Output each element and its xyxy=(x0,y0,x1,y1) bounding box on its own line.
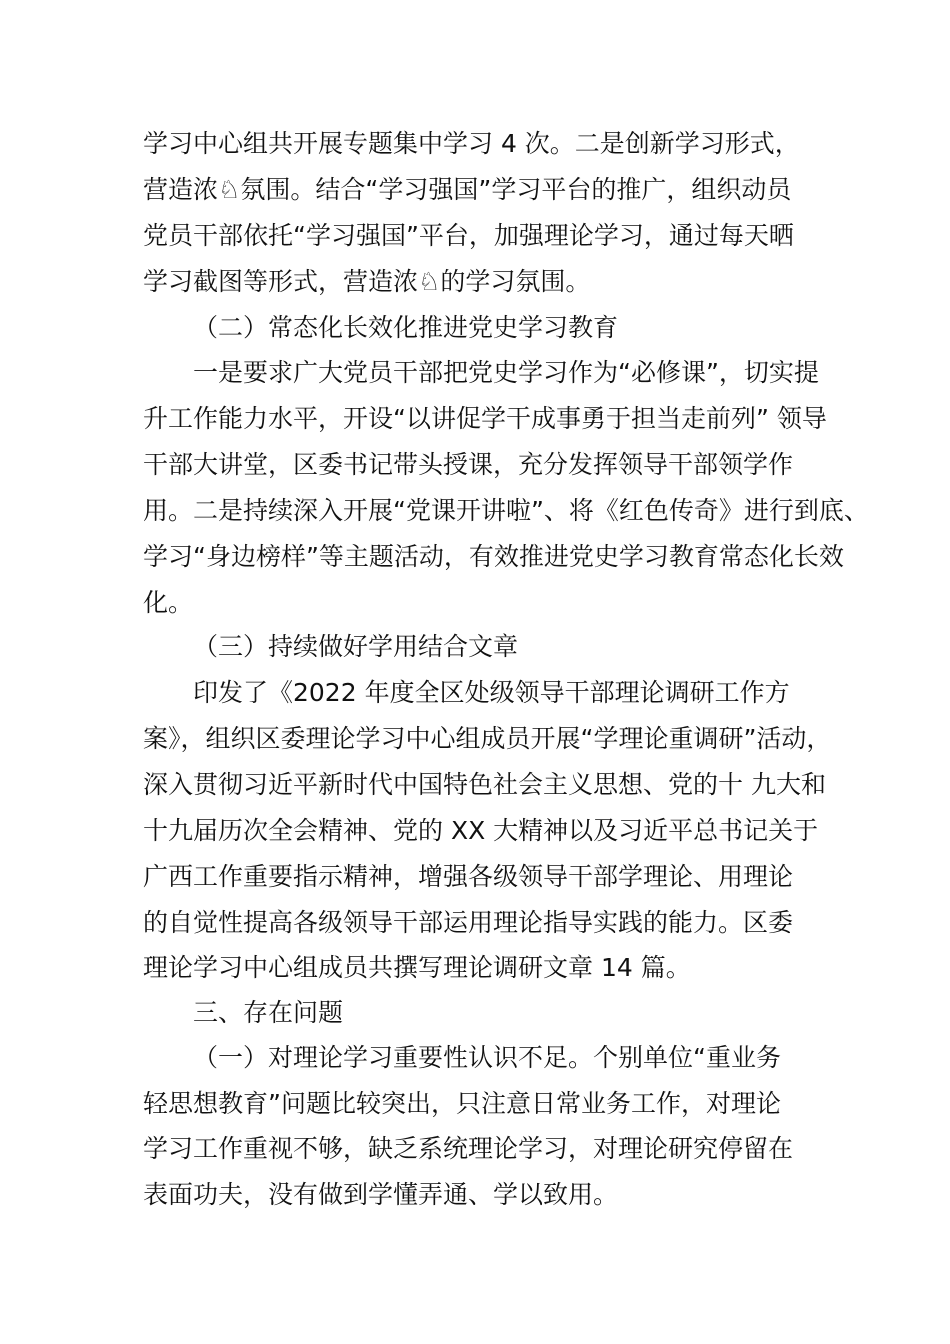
text-line xyxy=(0,534,950,579)
line-text: 干部大讲堂，区委书记带头授课，充分发挥领导干部领学作 xyxy=(143,450,794,479)
text-line xyxy=(0,121,950,166)
heading-text: （三）持续做好学用结合文章 xyxy=(193,632,519,661)
text-line xyxy=(0,900,950,945)
line-text: 学习中心组共开展专题集中学习 4 次。二是创新学习形式， xyxy=(143,129,800,158)
text-line xyxy=(0,1035,950,1080)
line-text: （一）对理论学习重要性认识不足。个别单位“重业务 xyxy=(193,1043,781,1072)
text-line xyxy=(0,808,950,853)
text-line xyxy=(0,213,950,258)
line-text: 的自觉性提高各级领导干部运用理论指导实践的能力。区委 xyxy=(143,908,794,937)
text-line xyxy=(0,1081,950,1126)
text-line xyxy=(0,670,950,715)
section-heading xyxy=(0,305,950,350)
line-text: 化。 xyxy=(143,588,194,617)
text-line xyxy=(0,1126,950,1171)
text-line xyxy=(0,945,950,990)
text-line xyxy=(0,1172,950,1217)
text-line xyxy=(0,854,950,899)
text-line xyxy=(0,167,950,212)
heading-text: （二）常态化长效化推进党史学习教育 xyxy=(193,313,619,342)
line-text: 一是要求广大党员干部把党史学习作为“必修课”，切实提 xyxy=(193,358,819,387)
line-text: 营造浓♘氛围。结合“学习强国”学习平台的推广，组织动员 xyxy=(143,175,792,204)
line-text: 学习截图等形式，营造浓♘的学习氛围。 xyxy=(143,267,591,296)
line-text: 党员干部依托“学习强国”平台，加强理论学习，通过每天晒 xyxy=(143,221,794,250)
section-heading xyxy=(0,990,950,1035)
line-text: 印发了《2022 年度全区处级领导干部理论调研工作方 xyxy=(193,678,790,707)
line-text: 深入贯彻习近平新时代中国特色社会主义思想、党的十 九大和 xyxy=(143,770,826,799)
line-text: 学习“身边榜样”等主题活动，有效推进党史学习教育常态化长效 xyxy=(143,542,844,571)
text-line xyxy=(0,716,950,761)
text-line xyxy=(0,762,950,807)
line-text: 理论学习中心组成员共撰写理论调研文章 14 篇。 xyxy=(143,953,691,982)
text-line xyxy=(0,442,950,487)
heading-text: 三、存在问题 xyxy=(193,998,344,1027)
text-line xyxy=(0,396,950,441)
line-text: 轻思想教育”问题比较突出，只注意日常业务工作，对理论 xyxy=(143,1089,781,1118)
line-text: 十九届历次全会精神、党的 XX 大精神以及习近平总书记关于 xyxy=(143,816,819,845)
line-text: 案》，组织区委理论学习中心组成员开展“学理论重调研”活动， xyxy=(143,724,832,753)
section-heading xyxy=(0,624,950,669)
line-text: 用。二是持续深入开展“党课开讲啦”、将《红色传奇》进行到底、 xyxy=(143,496,869,525)
text-line xyxy=(0,259,950,304)
line-text: 升工作能力水平，开设“以讲促学干成事勇于担当走前列” 领导 xyxy=(143,404,827,433)
text-line xyxy=(0,488,950,533)
line-text: 学习工作重视不够，缺乏系统理论学习，对理论研究停留在 xyxy=(143,1134,794,1163)
text-line xyxy=(0,580,950,625)
line-text: 表面功夫，没有做到学懂弄通、学以致用。 xyxy=(143,1180,619,1209)
text-line xyxy=(0,350,950,395)
line-text: 广西工作重要指示精神，增强各级领导干部学理论、用理论 xyxy=(143,862,794,891)
